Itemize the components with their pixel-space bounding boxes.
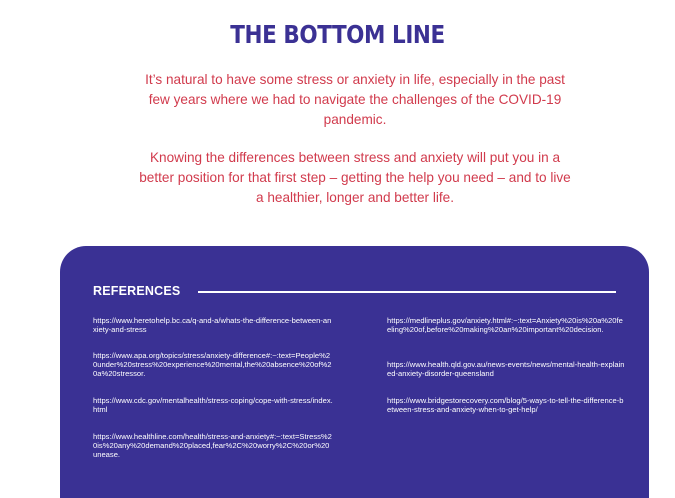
references-heading: REFERENCES bbox=[93, 284, 181, 298]
page-title: THE BOTTOM LINE bbox=[230, 20, 445, 49]
intro-paragraph: It’s natural to have some stress or anxiety in life, especially in the past few years where we had to navigate the challenges of the COVID-19 pandemic. bbox=[145, 72, 565, 127]
reference-link-apa[interactable]: https://www.apa.org/topics/stress/anxiety-difference#:~:text=People%20under%20stress%20experience%20mental,the%20absence%20of%20a%20stressor. bbox=[93, 351, 332, 378]
reference-link-heretohelp[interactable]: https://www.heretohelp.bc.ca/q-and-a/whats-the-difference-between-anxiety-and-stress bbox=[93, 316, 332, 334]
reference-link-bridgestorecovery[interactable]: https://www.bridgestorecovery.com/blog/5-ways-to-tell-the-difference-between-stress-and-anxiety-when-to-get-help/ bbox=[387, 396, 624, 414]
reference-link-cdc[interactable]: https://www.cdc.gov/mentalhealth/stress-coping/cope-with-stress/index.html bbox=[93, 396, 333, 414]
reference-link-health-qld[interactable]: https://www.health.qld.gov.au/news-events/news/mental-health-explained-anxiety-disorder-queensland bbox=[387, 360, 625, 378]
references-divider bbox=[198, 291, 616, 293]
conclusion-paragraph: Knowing the differences between stress and anxiety will put you in a better position for that first step – getting the help you need – and to live a healthier, longer and better life. bbox=[139, 150, 571, 205]
reference-link-healthline[interactable]: https://www.healthline.com/health/stress-and-anxiety#:~:text=Stress%20is%20any%20demand%20placed,fear%2C%20worry%2C%20or%20unease. bbox=[93, 432, 332, 459]
references-panel bbox=[60, 246, 649, 498]
reference-link-medlineplus[interactable]: https://medlineplus.gov/anxiety.html#:~:text=Anxiety%20is%20a%20feeling%20of,before%20making%20an%20important%20decision. bbox=[387, 316, 623, 334]
